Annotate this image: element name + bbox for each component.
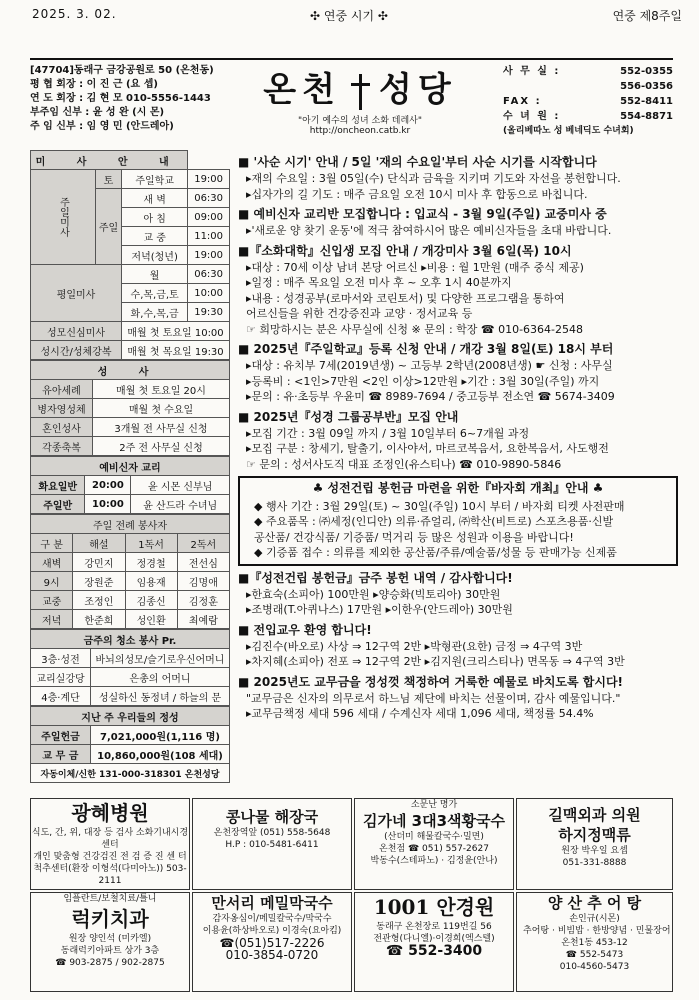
servers-table: 주일 전례 봉사자 구 분 해설 1독서 2독서 새벽 강민지 정경철 전선심 9시 장원준 임용재 김명애 교중 조정인 김종신 김정훈 저녁 한준희 성인환 최예람	[30, 514, 230, 629]
sacrament-table: 성 사 유아세례 매월 첫 토요일 20시 병자영성체 매월 첫 수요일 혼인성사 3개월 전 사무실 신청 각종축복 2주 전 사무실 신청	[30, 360, 230, 456]
website-link[interactable]: http://oncheon.catb.kr	[309, 126, 411, 136]
ad-noodles: 소문난 명가 김가네 3대3색황국수 (산더미 해물칼국수·밀면) 온천점 ☎ 051) 557-2627 박동수(스테파노) · 김정윤(안나)	[354, 798, 514, 890]
cross-icon	[349, 74, 371, 110]
ad-optician: 1001 안경원 동래구 온천장로 119번길 56 전관형(다니엘)·이경희(엑스텔) ☎ 552-3400	[354, 892, 514, 992]
news-column: ■ '사순 시기' 안내 / 5일 '재의 수요일'부터 사순 시기를 시작합니다 ▸재의 수요일 : 3월 05일(수) 단식과 금육을 지키며 기도와 자선을 봉헌합니다. ▸십자가의 길 기도 : 매주 금요일 오전 10시 미사 후 합동으로 바칩니다. ■ 예비신자 교리반 모집합니다 : 입교식 - 3월 9일(주일) 교중미사 중 ▸'새로운 양 찾기 운동'에 적극 참여하시어 많은 예비신자들을 초대 바랍니다. ■『소화대학』신입생 모집 안내 / 개강미사 3월 6일(목) 10시 ▸대상 : 70세 이상 남녀 본당 어르신 ▸비용 : 월 1만원 (매주 중식 제공) ▸일정 : 매주 목요일 오전 미사 후 ~ 오후 1시 40분까지 ▸내용 : 성경공부(로마서와 코린토서) 및 다양한 프로그램을 통하여 어르신들을 위한 건강증진과 교양 · 정서교육 등 ☞ 희망하시는 분은 사무실에 신청 ※ 문의 : 학장 ☎ 010-6364-2548 ■ 2025년『주일학교』등록 신청 안내 / 개강 3월 8일(토) 18시 부터 ▸대상 : 유치부 7세(2019년생) ~ 고등부 2학년(2008년생) ☛ 신청 : 사무실 ▸등록비 : <1인>7만원 <2인 이상>12만원 ▸기간 : 3월 30일(주일) 까지 ▸문의 : 유·초등부 우윤미 ☎ 8989-7694 / 중고등부 전소연 ☎ 5674-3409 ■ 2025년『성경 그룹공부반』모집 안내 ▸모집 기간 : 3월 09일 까지 / 3월 10일부터 6~7개월 과정 ▸모집 구분 : 창세기, 탈출기, 이사야서, 마르코복음서, 요한복음서, 사도행전 ☞ 문의 : 성서사도직 대표 조정인(유스티나) ☎ 010-9890-5846 ♣ 성전건립 봉헌금 마련을 위한『바자회 개최』안내 ♣ ◆ 행사 기간 : 3월 29일(토) ~ 30일(주일) 10시 부터 / 바자회 티켓 사전판매 ◆ 주요품목 : ㈜세정(인디안) 의류·쥬얼리, ㈜학산(비트로) 스포츠용품·신발 공산품/ 건강식품/ 기증품/ 먹거리 등 많은 성원과 이용을 바랍니다! ◆ 기증품 접수 : 의류를 제외한 공산품/주류/예술품/성물 등 판매가능 신제품 ■『성전건립 봉헌금』금주 봉헌 내역 / 감사합니다! ▸한효숙(소피아) 100만원 ▸양승화(빅토리아) 30만원 ▸조병래(T.아퀴나스) 17만원 ▸이한우(안드레아) 30만원 ■ 전입교우 환영 합니다! ▸김진수(바오로) 사상 ⇒ 12구역 2반 ▸박형관(요한) 금정 ⇒ 4구역 3반 ▸차지혜(소피아) 전포 ⇒ 12구역 2반 ▸김지원(크리스티나) 면목동 ⇒ 4구역 3반 ■ 2025년도 교무금을 정성껏 책정하여 거룩한 예물로 바치도록 합시다! "교무금은 신자의 의무로서 하느님 제단에 바치는 선물이며, 감사 예물입니다." ▸교무금책정 세대 596 세대 / 수계신자 세대 1,096 세대, 책정률 54.4%	[238, 150, 678, 722]
left-column	[30, 150, 230, 783]
catechism-table: 예비신자 교리 화요일반 20:00 윤 시몬 신부님 주일반 10:00 윤 산드라 수녀님	[30, 456, 230, 514]
ad-makguksu: 만서리 메밀막국수 감자옹심이/메밀칼국수/막국수 이용윤(하상바오로) 이경숙(요아킴) ☎(051)517-2226 010-3854-0720	[192, 892, 352, 992]
mass-table: 미 사 안 내 주일미사 토 주일학교 19:00 주일 새 벽 06:30 아 침 09:00 교 중 11:00 저녁(청년) 19:00 평일미사 월 06:30 수,목,금,토 10:00 화,수,목,금 19:30 성모신심미사 매월 첫 토요일 10:00 성시간/성체강복 매월 첫 목요일 19:30	[30, 150, 230, 360]
parish-title-block	[260, 60, 460, 136]
ad-haejangguk: 콩나물 해장국 온천장역앞 (051) 558-5648 H.P : 010-5481-6411	[192, 798, 352, 890]
parish-title: 온천 성당	[263, 70, 457, 110]
patron: "아기 예수의 성녀 소화 데레사"	[297, 116, 423, 126]
parish-info: [47704]동래구 금강공원로 50 (온천동) 평 협 회장 : 이 진 근 (요 셉) 연 도 회장 : 김 현 모 010-5556-1443 부주임 신부 : 윤 성 완 (시 몬) 주 임 신부 : 임 영 민 (안드레아)	[30, 65, 214, 132]
cleaning-table: 금주의 청소 봉사 Pr. 3층·성전 바뇌의성모/슬기로우신어머니 교리실강당 은총의 어머니 4층·계단 성실하신 동정녀 / 하늘의 문	[30, 629, 230, 706]
ad-chueotang: 양 산 추 어 탕 손인규(시몬) 추어탕 · 비빔밥 · 한방양념 · 민물장어 온천1동 453-12 ☎ 552-5473 010-4560-5473	[516, 892, 673, 992]
ad-clinic: 길맥외과 의원 하지정맥류 원장 박우일 요셉 051-331-8888	[516, 798, 673, 890]
mass-title: 미 사 안 내	[31, 151, 188, 170]
offering-table: 지난 주 우리들의 정성 주일헌금 7,021,000원(1,116 명) 교 무 금 10,860,000원(108 세대) 자동이체/신한 131-000-318301 온천성당	[30, 706, 230, 783]
ads-section	[30, 798, 673, 993]
week: 연중 제8주일	[612, 9, 682, 23]
top-line	[10, 4, 690, 24]
ad-dental: 임플란트/보철치료/틀니 럭키치과 원장 양인석 (미카엘) 동래럭키아파트 상가 3층 ☎ 903-2875 / 902-2875	[30, 892, 190, 992]
bulletin-date: 2025. 3. 02.	[32, 7, 117, 21]
ad-hospital: 광혜병원 식도, 간, 위, 대장 등 검사 소화기내시경센터 개인 맞춤형 건강검진 전 검 증 진 센 터 척추센터(환장 이형석(다미아노)) 503-2111	[30, 798, 190, 890]
season: ✣ 연중 시기 ✣	[310, 9, 388, 23]
bazaar-box: ♣ 성전건립 봉헌금 마련을 위한『바자회 개최』안내 ♣ ◆ 행사 기간 : 3월 29일(토) ~ 30일(주일) 10시 부터 / 바자회 티켓 사전판매 ◆ 주요품목 : ㈜세정(인디안) 의류·쥬얼리, ㈜학산(비트로) 스포츠용품·신발 공산품/ 건강식품/ 기증품/ 먹거리 등 많은 성원과 이용을 바랍니다! ◆ 기증품 접수 : 의류를 제외한 공산품/주류/예술품/성물 등 판매가능 신제품	[238, 476, 678, 566]
bulletin-header	[30, 58, 673, 146]
phone-list: 사 무 실 : 552-0355 556-0356 FAX : 552-8411 수 녀 원 : 554-8871 (올리베따노 성 베네딕도 수녀회)	[503, 66, 673, 136]
